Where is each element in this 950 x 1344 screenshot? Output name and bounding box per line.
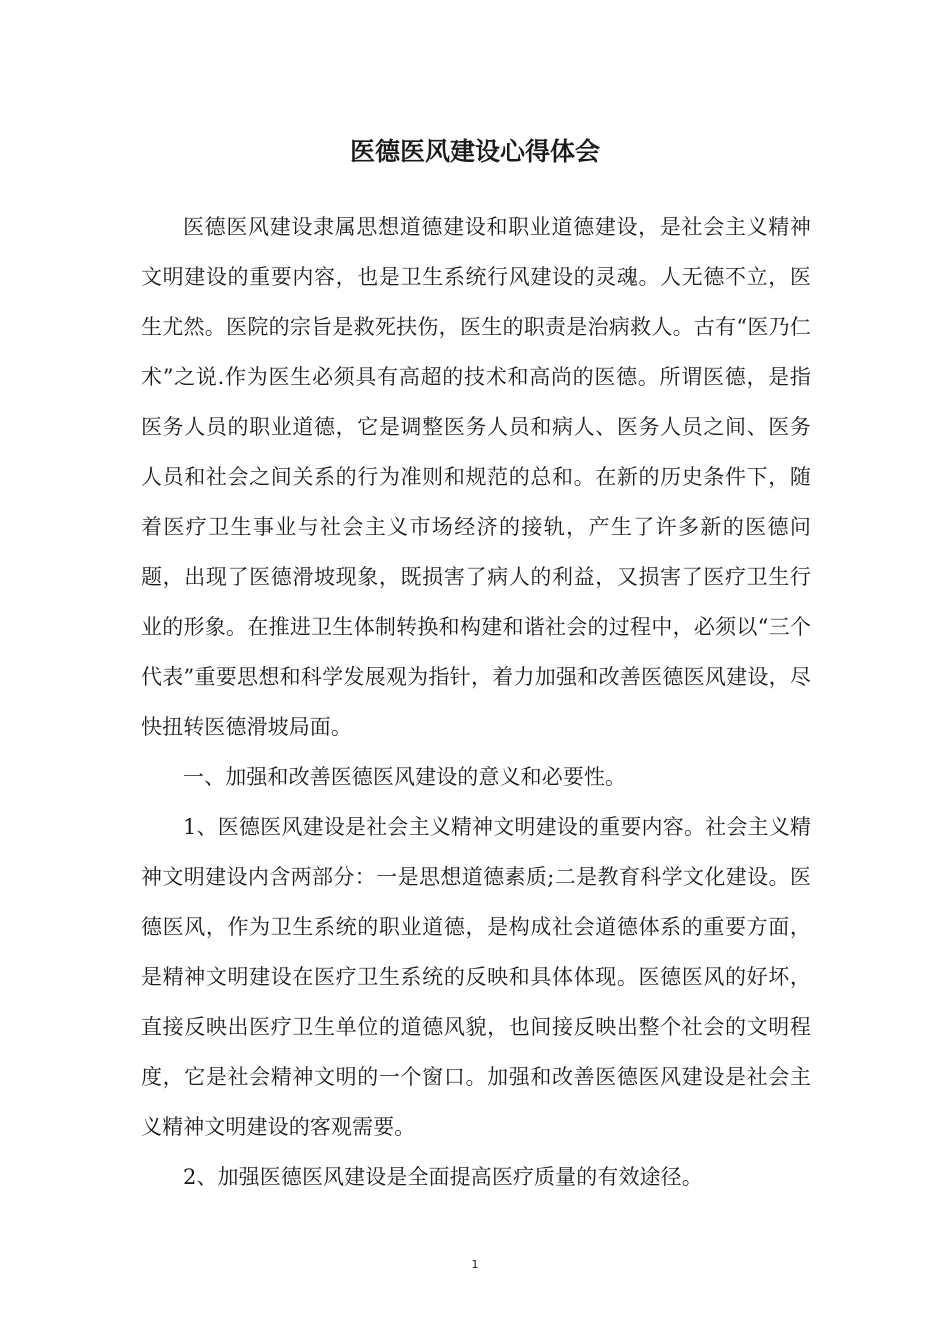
page-number: 1	[471, 1258, 479, 1271]
paragraph-intro: 医德医风建设隶属思想道德建设和职业道德建设，是社会主义精神文明建设的重要内容，也是卫生系统行风建设的灵魂。人无德不立，医生尤然。医院的宗旨是救死扶伤，医生的职责是治病救人。古有“医乃仁术”之说.作为医生必须具有高超的技术和高尚的医德。所谓医德，是指医务人员的职业道德，它是调整医务人员和病人、医务人员之间、医务人员和社会之间关系的行为准则和规范的总和。在新的历史条件下，随着医疗卫生事业与社会主义市场经济的接轨，产生了许多新的医德问题，出现了医德滑坡现象，既损害了病人的利益，又损害了医疗卫生行业的形象。在推进卫生体制转换和构建和谐社会的过程中，必须以“三个代表”重要思想和科学发展观为指针，着力加强和改善医德医风建设，尽快扭转医德滑坡局面。	[141, 215, 811, 739]
paragraph-section-heading: 一、加强和改善医德医风建设的意义和必要性。	[183, 765, 627, 789]
paragraph-point-1: 1、医德医风建设是社会主义精神文明建设的重要内容。社会主义精神文明建设内含两部分：一是思想道德素质;二是教育科学文化建设。医德医风，作为卫生系统的职业道德，是构成社会道德体系的重要方面，是精神文明建设在医疗卫生系统的反映和具体体现。医德医风的好坏，直接反映出医疗卫生单位的道德风貌，也间接反映出整个社会的文明程度，它是社会精神文明的一个窗口。加强和改善医德医风建设是社会主义精神文明建设的客观需要。	[141, 815, 811, 1139]
document-title: 医德医风建设心得体会	[349, 137, 600, 166]
document-body	[141, 202, 811, 1202]
paragraph-point-2: 2、加强医德医风建设是全面提高医疗质量的有效途径。	[183, 1165, 703, 1189]
